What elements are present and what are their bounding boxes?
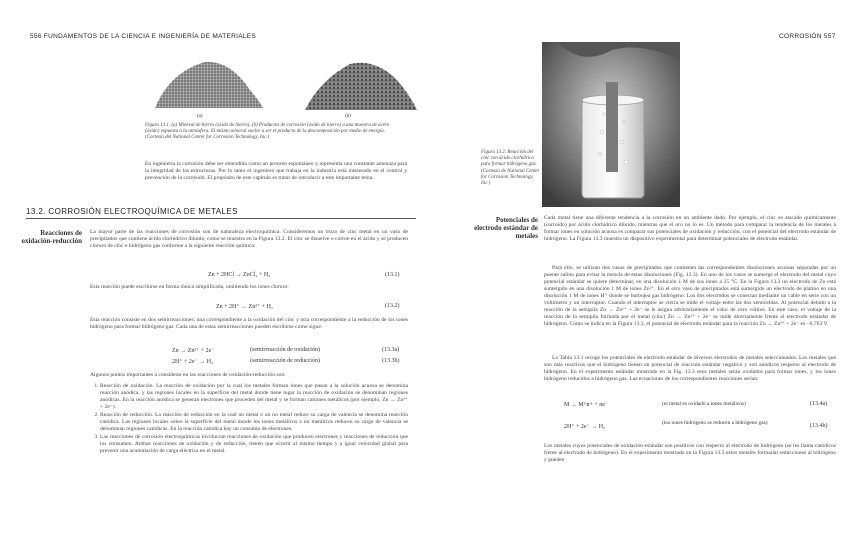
paragraph-4: Algunos puntos importantes a considerar en las reacciones de oxidación-reducción son: (90, 372, 286, 378)
equation-13-3b: 2H⁺ + 2e⁻ → H₂ (172, 359, 214, 365)
equation-13-4a-number: (13.4a) (810, 401, 828, 407)
zinc-strip (606, 82, 618, 172)
list-item: 2. Reacción de reducción. La reacción de reducción en la cual un metal o un no metal reduce su carga de valencia se denomina reacción catódica. Las regiones locales sobre la superficie del metal donde los iones metálicos o no metálicos reducen su carga de valencia se denominan regiones catódicas. En la reacción catódica hay un consumo de electrones. (100, 412, 408, 433)
figure-13-1-photos (145, 50, 420, 115)
equation-13-4b-number: (13.4b) (810, 423, 828, 429)
equation-13-3b-description: (semirreacción de reducción) (250, 358, 320, 364)
left-page-header: 556 FUNDAMENTOS DE LA CIENCIA E INGENIERÍA DE MATERIALES (30, 33, 257, 40)
equation-13-2: Zn + 2H⁺ → Zn²⁺ + H₂ (216, 304, 273, 310)
figure-13-1-caption: Figura 13.1. (a) Mineral de hierro (óxido de hierro). (b) Productos de corrosión (óxido de hierro) a una muestra de acero (óxido) expuesta a la atmósfera. El mismo mineral vuelve a ser el producto de la descomposición por medio de energía. (Cortesía del National Center for Corrosion Technology, Inc.) (145, 123, 390, 141)
right-paragraph-2: Para ello, se utilizan dos vasos de precipitados que contienen las correspondientes disoluciones acuosas separadas por un puente salino para evitar la mezcla de estas disoluciones (Fig. 13.3). En uno de los vasos se sumerge el electrodo del metal cuyo potencial estándar se quiere determinar, en una disolución 1 M de sus iones a 25 °C. En la Figura 13.3 un electrodo de Zn está sumergido en una disolución 1 M de iones Zn²⁺. En el otro vaso de precipitados está sumergido un electrodo de platino en una disolución 1 M de iones H⁺ donde se burbujea gas hidrógeno. Los dos electrodos se conectan mediante un cable en serie con un voltímetro y un interruptor. Cuando el interruptor se cierra se mide el voltaje entre las dos semiceldas. Al potencial debido a la reacción de la semipila Zn → Zn²⁺ + 2e⁻ se le asigna arbitrariamente el valor de cero voltios. En este caso, el voltaje de la reacción de la semipila formada por el metal (cinc) Zn → Zn²⁺ + 2e⁻ se mide directamente frente al electrodo estándar de hidrógeno. Como se indica en la Figura 13.3, el potencial de electrodo estándar para la reacción Zn → Zn²⁺ + 2e⁻ es −0,763 V. (544, 265, 836, 327)
equation-13-1-number: (13.1) (385, 272, 400, 278)
figure-13-2-photo (542, 42, 680, 207)
equation-13-4b: 2H⁺ + 2e⁻ → H₂ (564, 424, 606, 430)
paragraph-1: La mayor parte de las reacciones de corrosión son de naturaleza electroquímica. Consideremos un trozo de cinc metal en un vaso de precipitados que contiene ácido clorhídrico diluido, como se muestra en la Figura 13.2. El cinc se disuelve o corroe en el ácido y se producen cloruro de cinc e hidrógeno gas conforme a la siguiente reacción química: (90, 229, 408, 249)
intro-paragraph: En ingeniería la corrosión debe ser entendida como un proceso espontáneo y representa una constante amenaza para la integridad de las estructuras. Por lo tanto el ingeniero que trabaja en la industria está interesado en el control y prevención de la corrosión. El propósito de este capítulo es tratar de introducir a este importante tema. (145, 161, 407, 181)
equation-13-1: Zn + 2HCl → ZnCl₂ + H₂ (208, 272, 271, 278)
right-page-header: CORROSIÓN 557 (779, 33, 836, 40)
list-item: 1. Reacción de oxidación. La reacción de oxidación por la cual los metales forman iones que pasan a la solución acuosa se denomina reacción anódica, y las regiones locales en la superficie del metal donde tiene lugar la reacción de oxidación se denominan regiones anódicas. En la reacción anódica se generan electrones que proceden del metal y se forman cationes metálicos (por ejemplo, Zn → Zn²⁺ + 2e⁻). (100, 383, 408, 411)
right-page (424, 0, 848, 541)
equation-13-3a-description: (semirreacción de oxidación) (250, 347, 320, 353)
section-title: 13.2. CORROSIÓN ELECTROQUÍMICA DE METALES (26, 207, 238, 216)
side-heading-potentials: Potenciales de electrodo estándar de metales (474, 216, 538, 240)
section-rule (26, 218, 416, 219)
equation-13-3b-number: (13.3b) (382, 358, 400, 364)
equation-13-4a-description: (el metal es oxidado a iones metálicos) (662, 401, 746, 407)
rust-pile (305, 63, 417, 110)
points-list (90, 383, 408, 456)
fig-label-a: (a) (197, 114, 203, 119)
equation-13-4a: M → M^n+ + ne⁻ (564, 402, 609, 408)
right-paragraph-4: Los metales cuyos potenciales de oxidación estándar son positivos con respecto al electrodo de hidrógeno (se les llama catódicos frente al electrodo de hidrógeno). En el experimento mostrado en la Figura 13.3 estos metales formarán reducciones al hidrógeno y pueden (544, 443, 836, 463)
right-paragraph-1: Cada metal tiene una diferente tendencia a la corrosión en un ambiente dado. Por ejemplo, el cinc es atacado químicamente (corroído) por ácido clorhídrico diluido, mientras que el oro no lo es. Un método para comparar la tendencia de los metales a formar iones en solución acuosa es comparar sus potenciales de oxidación y reducción, con el potencial del electrodo estándar de hidrógeno. La Figura 13.3 muestra un dispositivo experimental para determinar potenciales de electrodo estándar. (544, 215, 836, 242)
equation-13-3a-number: (13.3a) (382, 347, 400, 353)
equation-13-2-number: (13.2) (385, 303, 400, 309)
equation-13-4b-description: (los iones hidrógeno se reducen a hidrógeno gas) (662, 420, 768, 426)
side-heading-redox: Reacciones de oxidación-reducción (21, 229, 82, 245)
right-paragraph-3: La Tabla 13.1 recoge los potenciales de electrodo estándar de diversos electrodos de metales seleccionados. Los metales que son más reactivos que el hidrógeno tienen un potencial de reacción estándar negativo y son anódicos respecto al electrodo de hidrógeno. En el experimento estándar mostrado en la Fig. 13.3 esos metales serán oxidados para formar iones, y los iones hidrógeno reducidos a hidrógeno gas. Las ecuaciones de los correspondientes reacciones serían: (544, 355, 836, 382)
figure-13-2-caption: Figura 13.2. Reacción del cinc con ácido clorhídrico para formar hidrógeno gas. (Cortesía de National Center for Corrosion Technology, Inc.) (481, 150, 540, 187)
paragraph-3: Esta reacción consiste en dos semirreacciones: una correspondiente a la oxidación del cinc y otra correspondiente a la reducción de los iones hidrógeno para formar hidrógeno gas. Cada una de estas semirreacciones pueden escribirse como sigue: (90, 317, 408, 330)
paragraph-2: Esta reacción puede escribirse en forma iónica simplificada, omitiendo los iones cloruro: (90, 284, 289, 290)
iron-ore-pile (155, 62, 263, 108)
equation-13-3a: Zn → Zn²⁺ + 2e⁻ (172, 348, 215, 354)
fig-label-b: (b) (345, 114, 351, 119)
list-item: 3. Las reacciones de corrosión electroquímicas involucran reacciones de oxidación que producen electrones y reacciones de reducción que los consumen. Ambas reacciones de oxidación y de reducción, tienen que ocurrir al mismo tiempo y a igual velocidad global para prevenir una acumulación de carga eléctrica en el metal. (100, 434, 408, 455)
